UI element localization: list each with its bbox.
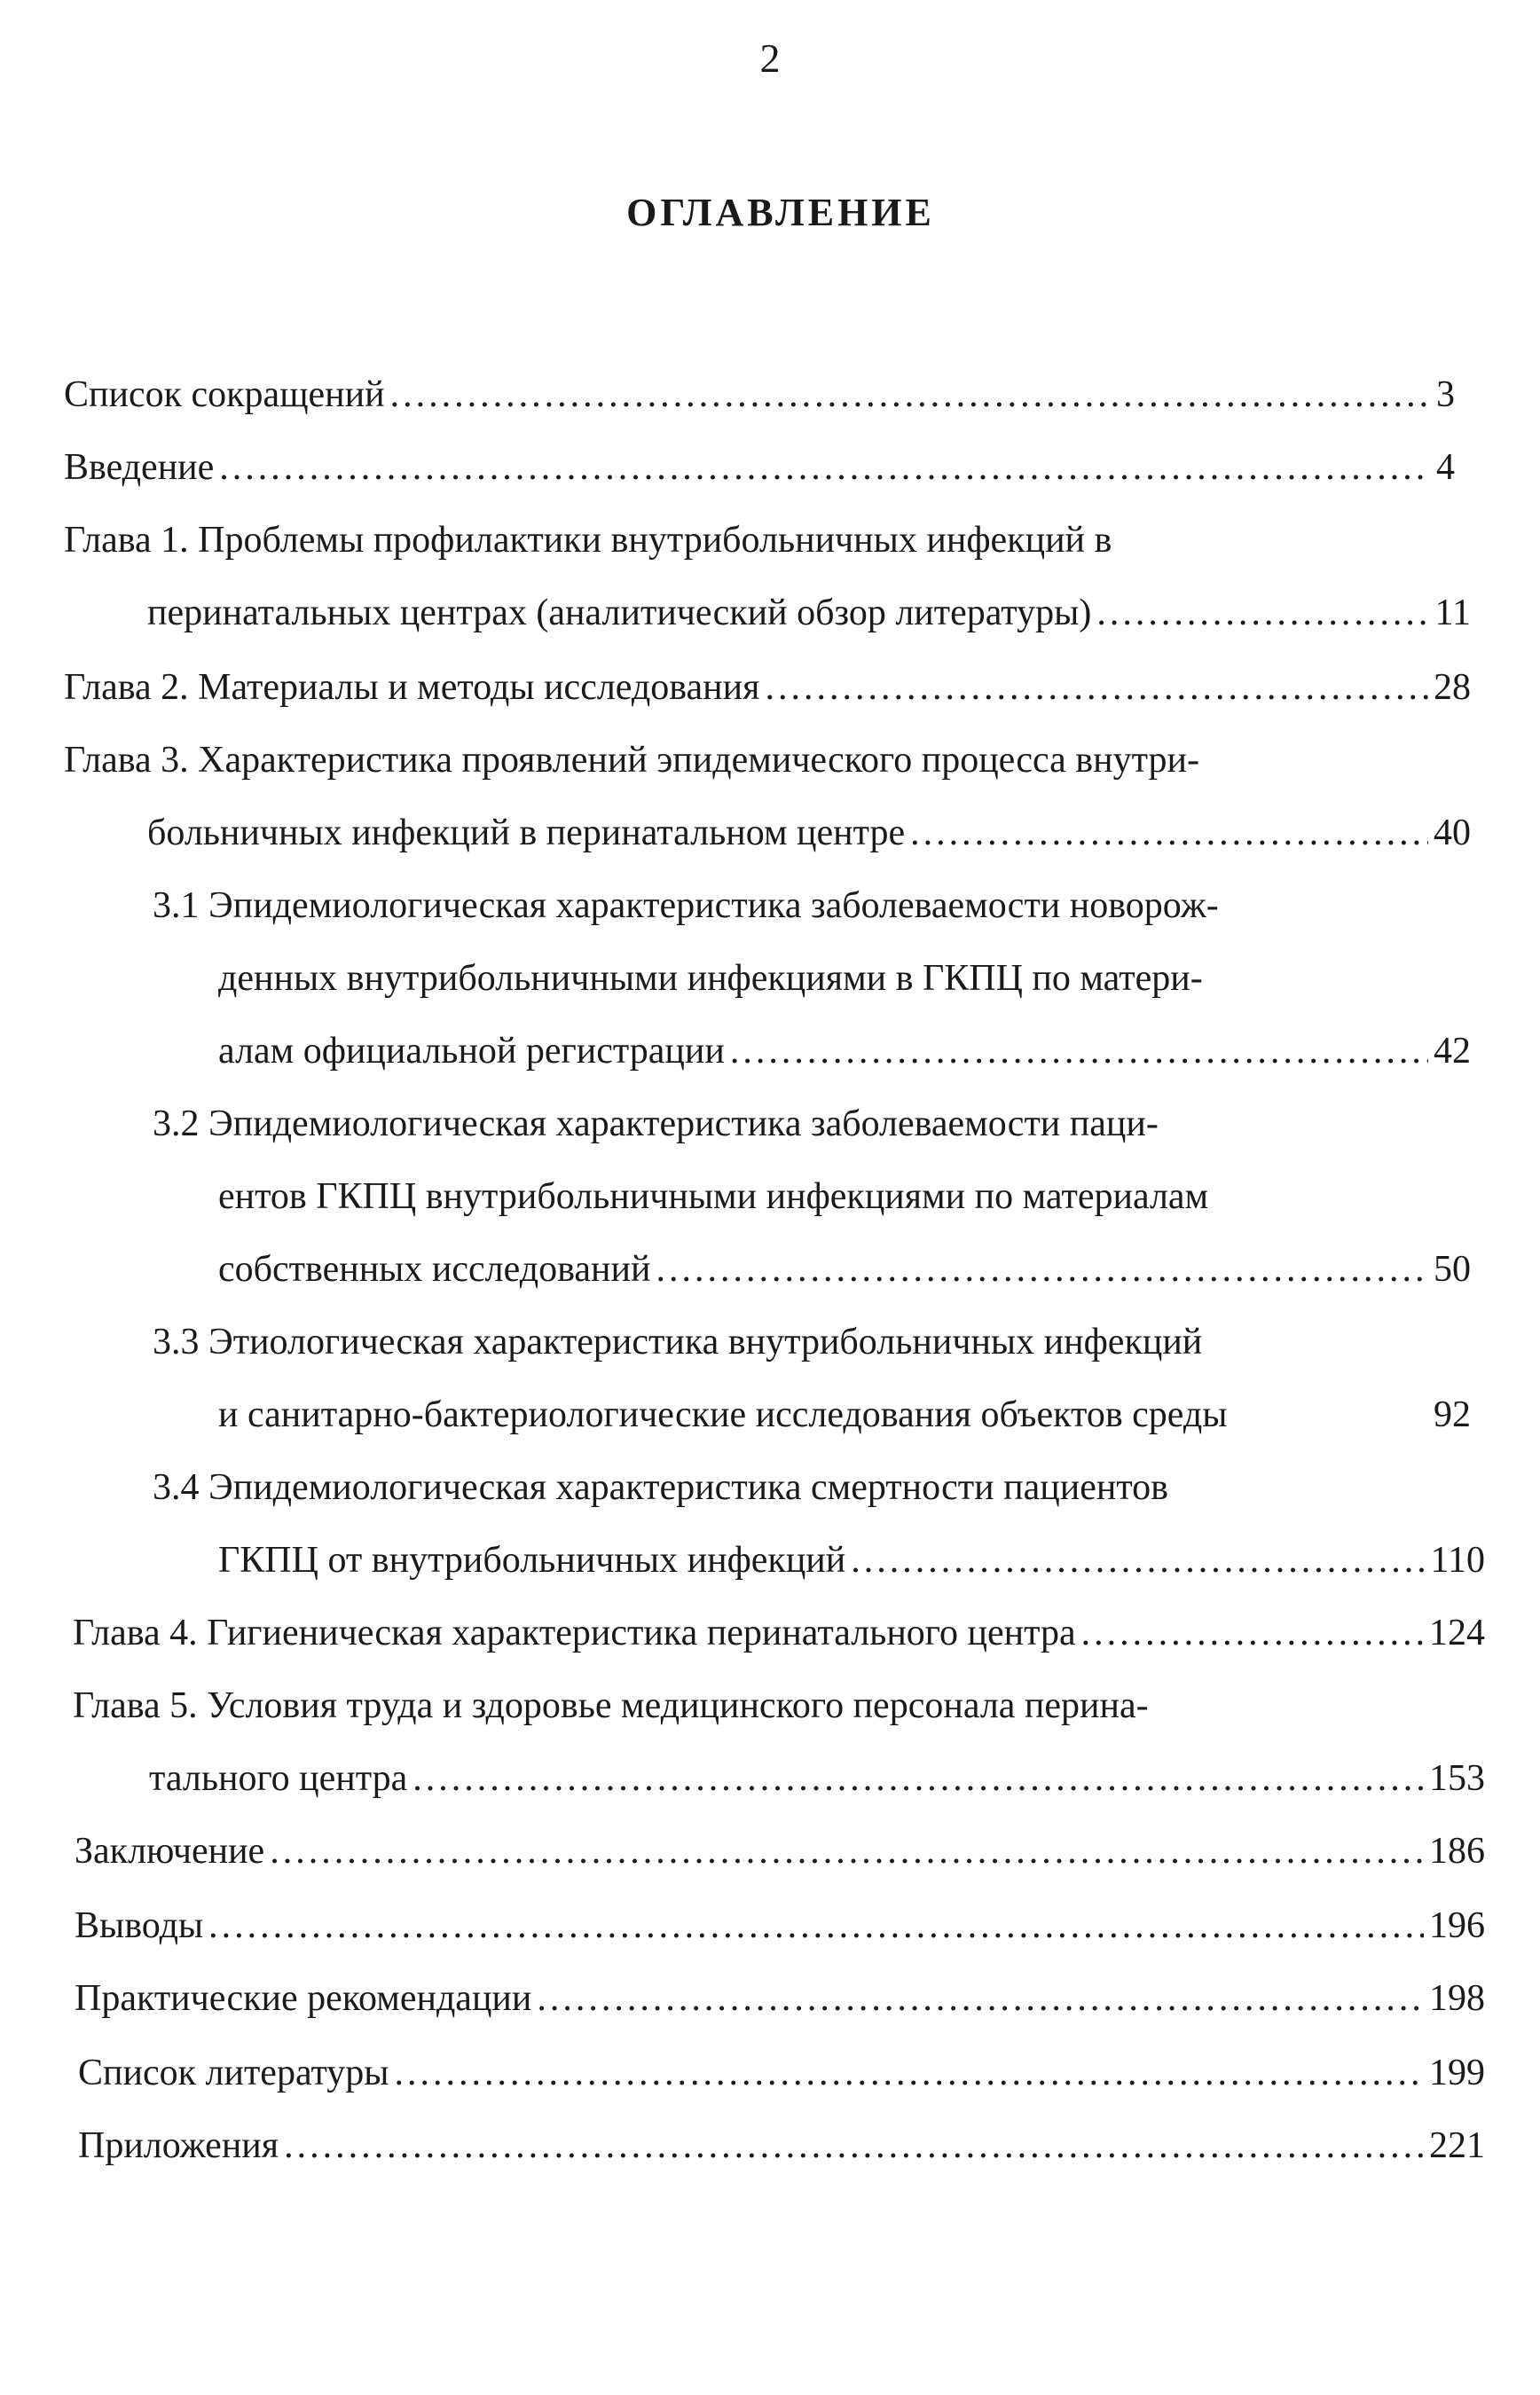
toc-entry-text: ентов ГКПЦ внутрибольничными инфекциями по материалам bbox=[218, 1176, 1209, 1217]
toc-entry-text: Глава 1. Проблемы профилактики внутрибольничных инфекций в bbox=[64, 520, 1112, 561]
toc-entry[interactable] bbox=[153, 1093, 1159, 1155]
toc-entry-page: 92 bbox=[1434, 1394, 1471, 1435]
toc-leader bbox=[537, 1967, 1424, 2030]
toc-entry-text: 3.4 Эпидемиологическая характеристика смертности пациентов bbox=[153, 1467, 1168, 1508]
toc-entry-text: и санитарно-бактериологические исследования объектов среды bbox=[218, 1394, 1228, 1435]
toc-entry[interactable] bbox=[64, 656, 1471, 718]
toc-entry[interactable] bbox=[78, 2042, 1485, 2104]
toc-leader bbox=[765, 656, 1428, 718]
toc-entry[interactable] bbox=[78, 2115, 1485, 2177]
toc-entry-text: больничных инфекций в перинатальном центре bbox=[147, 813, 906, 853]
toc-entry[interactable] bbox=[147, 802, 1471, 864]
toc-entry-text: ГКПЦ от внутрибольничных инфекций bbox=[218, 1540, 846, 1581]
toc-entry[interactable] bbox=[218, 1529, 1485, 1591]
toc-entry[interactable] bbox=[64, 436, 1455, 499]
toc-leader bbox=[1096, 582, 1429, 644]
toc-entry[interactable] bbox=[153, 875, 1219, 937]
toc-leader bbox=[270, 1820, 1424, 1882]
toc-entry-page: 186 bbox=[1429, 1831, 1485, 1872]
toc-entry[interactable] bbox=[218, 1166, 1208, 1228]
toc-entry[interactable] bbox=[149, 1747, 1485, 1810]
toc-entry-text: Глава 3. Характеристика проявлений эпидемического процесса внутри- bbox=[64, 740, 1199, 781]
toc-entry[interactable] bbox=[153, 1311, 1202, 1373]
toc-entry-page: 196 bbox=[1429, 1905, 1485, 1946]
toc-entry-text: алам официальной регистрации bbox=[218, 1031, 725, 1072]
toc-entry-page: 199 bbox=[1429, 2053, 1485, 2093]
toc-entry-text: Заключение bbox=[75, 1831, 265, 1872]
toc-entry-text: Введение bbox=[64, 447, 215, 488]
toc-leader bbox=[851, 1529, 1425, 1591]
toc-leader bbox=[1081, 1602, 1424, 1664]
toc-entry[interactable] bbox=[64, 364, 1455, 426]
toc-leader bbox=[656, 1238, 1428, 1300]
toc-entry-text: 3.1 Эпидемиологическая характеристика заболеваемости новорож- bbox=[153, 885, 1219, 926]
toc-entry[interactable] bbox=[75, 1967, 1485, 2030]
toc-title: ОГЛАВЛЕНИЕ bbox=[626, 191, 935, 234]
toc-leader bbox=[412, 1747, 1424, 1810]
toc-leader bbox=[284, 2115, 1424, 2177]
toc-entry-text: Глава 2. Материалы и методы исследования bbox=[64, 667, 760, 708]
toc-entry-page: 42 bbox=[1434, 1031, 1471, 1072]
toc-leader bbox=[730, 1020, 1428, 1082]
toc-entry-page: 198 bbox=[1429, 1978, 1485, 2019]
toc-leader bbox=[219, 436, 1431, 499]
toc-entry[interactable] bbox=[73, 1675, 1149, 1737]
toc-entry-text: Практические рекомендации bbox=[75, 1978, 532, 2019]
toc-entry-page: 11 bbox=[1434, 593, 1471, 633]
toc-entry-page: 153 bbox=[1429, 1758, 1485, 1799]
toc-entry[interactable] bbox=[75, 1895, 1485, 1957]
toc-entry-page: 4 bbox=[1436, 447, 1455, 488]
toc-leader bbox=[910, 802, 1428, 864]
toc-entry[interactable] bbox=[218, 947, 1203, 1009]
toc-entry-text: Глава 4. Гигиеническая характеристика перинатального центра bbox=[73, 1613, 1076, 1653]
toc-entry-text: Список сокращений bbox=[64, 374, 385, 415]
toc-leader bbox=[208, 1895, 1424, 1957]
toc-entry[interactable] bbox=[147, 582, 1471, 644]
toc-entry-text: Выводы bbox=[75, 1905, 204, 1946]
toc-entry-text: тального центра bbox=[149, 1758, 408, 1799]
toc-entry-page: 3 bbox=[1436, 374, 1455, 415]
toc-entry-page: 221 bbox=[1429, 2125, 1485, 2166]
toc-leader bbox=[390, 364, 1431, 426]
toc-entry-page: 124 bbox=[1429, 1613, 1485, 1653]
toc-entry[interactable] bbox=[153, 1457, 1168, 1519]
toc-entry-text: 3.2 Эпидемиологическая характеристика заболеваемости паци- bbox=[153, 1103, 1159, 1144]
toc-entry-text: перинатальных центрах (аналитический обзор литературы) bbox=[147, 593, 1092, 633]
toc-entry-text: Глава 5. Условия труда и здоровье медицинского персонала перина- bbox=[73, 1685, 1149, 1726]
toc-entry-text: 3.3 Этиологическая характеристика внутрибольничных инфекций bbox=[153, 1322, 1203, 1362]
toc-entry-page: 40 bbox=[1434, 813, 1471, 853]
toc-entry-text: Список литературы bbox=[78, 2053, 389, 2093]
toc-entry-text: денных внутрибольничными инфекциями в ГКПЦ по матери- bbox=[218, 958, 1203, 999]
toc-entry-text: Приложения bbox=[78, 2125, 279, 2166]
toc-entry[interactable] bbox=[75, 1820, 1485, 1882]
toc-entry[interactable] bbox=[73, 1602, 1485, 1664]
toc-entry[interactable] bbox=[218, 1020, 1471, 1082]
toc-entry[interactable] bbox=[218, 1238, 1471, 1300]
page-number: 2 bbox=[759, 35, 781, 81]
toc-entry-page: 28 bbox=[1434, 667, 1471, 708]
toc-entry[interactable] bbox=[64, 729, 1199, 791]
toc-entry-text: собственных исследований bbox=[218, 1249, 651, 1290]
toc-entry-page: 110 bbox=[1430, 1540, 1485, 1581]
table-of-contents bbox=[0, 364, 1540, 2315]
toc-entry-page: 50 bbox=[1434, 1249, 1471, 1290]
toc-leader bbox=[395, 2042, 1424, 2104]
toc-entry[interactable] bbox=[64, 509, 1112, 571]
toc-entry[interactable] bbox=[218, 1384, 1471, 1446]
